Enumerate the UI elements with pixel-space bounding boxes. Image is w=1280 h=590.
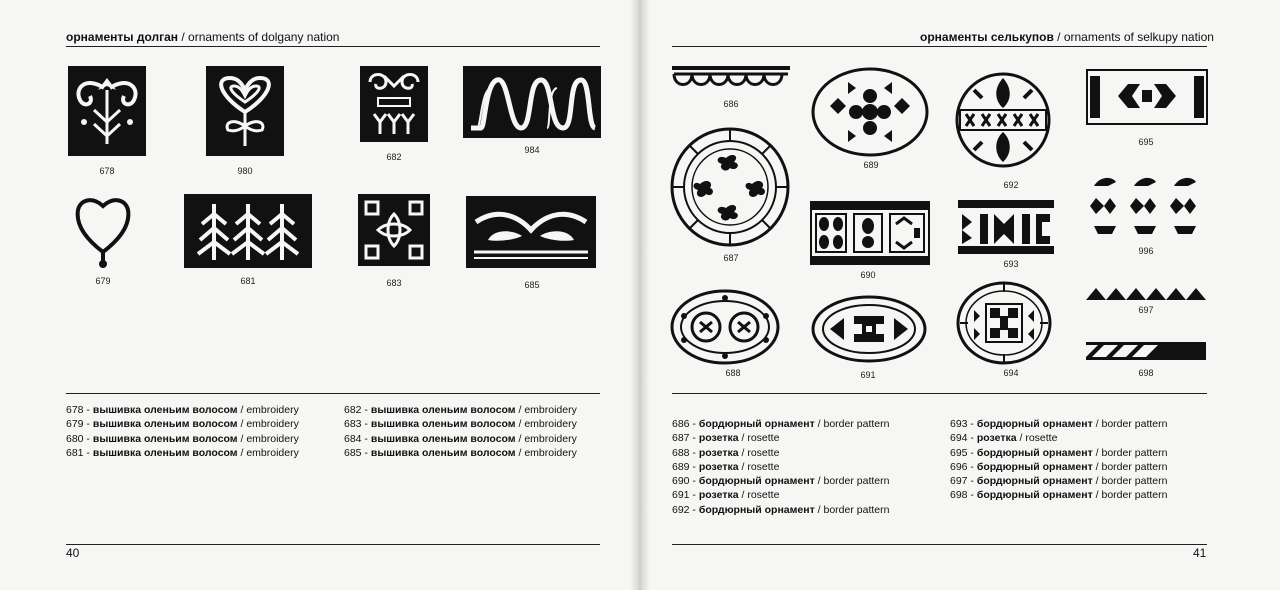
figure-number: 691	[860, 370, 876, 380]
left-header-russian: орнаменты долган	[66, 30, 179, 44]
ornament-692	[954, 66, 1052, 178]
page-number: 41	[1193, 546, 1207, 560]
caption-line: 691 - розетка / rosette	[672, 489, 780, 502]
page-number: 40	[66, 546, 80, 560]
caption-line: 693 - бордюрный орнамент / border pattern	[950, 418, 1168, 430]
caption-line: 686 - бордюрный орнамент / border pattern	[672, 418, 890, 430]
figure-number: 689	[863, 160, 879, 170]
ornament-697	[1086, 284, 1206, 300]
ornament-980	[206, 66, 284, 156]
caption-line: 678 - вышивка оленьим волосом / embroidery	[66, 404, 299, 416]
ornament-689	[810, 66, 930, 158]
ornament-683	[358, 194, 430, 266]
figure-number: 693	[1003, 259, 1019, 269]
figure-number: 688	[725, 368, 741, 378]
figure-number: 686	[723, 99, 739, 109]
figure-number: 692	[1003, 180, 1019, 190]
figure-number: 678	[99, 166, 115, 176]
caption-line: 696 - бордюрный орнамент / border pattern	[950, 460, 1168, 473]
left-page	[0, 0, 630, 590]
left-caption-rule	[66, 393, 600, 394]
ornament-685	[466, 196, 596, 268]
ornament-693	[958, 200, 1054, 254]
caption-line: 681 - вышивка оленьим волосом / embroidery	[66, 446, 299, 459]
figure-number: 690	[860, 270, 876, 280]
right-header-rule	[672, 46, 1207, 47]
ornament-688	[670, 288, 780, 366]
ornament-682	[360, 66, 428, 142]
ornament-695	[1086, 66, 1208, 128]
ornament-681	[184, 194, 312, 268]
caption-line: 679 - вышивка оленьим волосом / embroidery	[66, 418, 299, 431]
left-header-rule	[66, 46, 600, 47]
figure-number: 683	[386, 278, 402, 288]
figure-number: 681	[240, 276, 256, 286]
figure-number: 984	[524, 145, 540, 155]
ornament-996	[1086, 168, 1208, 238]
figure-number: 679	[95, 276, 111, 286]
caption-line: 692 - бордюрный орнамент / border pattern	[672, 503, 890, 516]
caption-line: 684 - вышивка оленьим волосом / embroidery	[344, 432, 577, 445]
ornament-698	[1086, 342, 1206, 360]
right-header-english: / ornaments of selkupy nation	[1053, 30, 1214, 44]
book-gutter	[630, 0, 650, 590]
ornament-984	[463, 66, 601, 138]
caption-line: 697 - бордюрный орнамент / border pattern	[950, 475, 1168, 488]
left-captions-col1	[66, 403, 299, 460]
caption-line: 689 - розетка / rosette	[672, 460, 780, 473]
ornament-686	[672, 66, 790, 96]
caption-line: 682 - вышивка оленьим волосом / embroidery	[344, 404, 577, 416]
right-caption-rule	[672, 393, 1207, 394]
caption-line: 690 - бордюрный орнамент / border pattern	[672, 475, 890, 488]
caption-line: 683 - вышивка оленьим волосом / embroidery	[344, 418, 577, 431]
figure-number: 687	[723, 253, 739, 263]
ornament-678	[68, 66, 146, 156]
ornament-691	[810, 294, 928, 364]
figure-number: 694	[1003, 368, 1019, 378]
ornament-679	[72, 192, 134, 270]
figure-number: 695	[1138, 137, 1154, 147]
figure-number: 682	[386, 152, 402, 162]
left-footer-rule	[66, 544, 600, 545]
right-page	[650, 0, 1280, 590]
right-footer-rule	[672, 544, 1207, 545]
right-header-russian: орнаменты селькупов	[920, 30, 1054, 44]
right-page-header	[920, 30, 1214, 44]
ornament-690	[810, 200, 930, 266]
caption-line: 688 - розетка / rosette	[672, 446, 780, 459]
left-header-english: / ornaments of dolgany nation	[178, 30, 340, 44]
ornament-694	[956, 280, 1052, 366]
caption-line: 685 - вышивка оленьим волосом / embroidery	[344, 446, 577, 459]
caption-line: 687 - розетка / rosette	[672, 432, 780, 445]
right-captions-col1	[672, 417, 889, 517]
figure-number: 685	[524, 280, 540, 290]
figure-number: 697	[1138, 305, 1154, 315]
caption-line: 694 - розетка / rosette	[950, 432, 1058, 445]
caption-line: 695 - бордюрный орнамент / border pattern	[950, 446, 1168, 459]
caption-line: 680 - вышивка оленьим волосом / embroidery	[66, 432, 299, 445]
caption-line: 698 - бордюрный орнамент / border pattern	[950, 489, 1168, 502]
left-page-header	[66, 30, 339, 44]
right-captions-col2	[950, 417, 1167, 503]
figure-number: 698	[1138, 368, 1154, 378]
figure-number: 980	[237, 166, 253, 176]
left-captions-col2	[344, 403, 577, 460]
figure-number: 996	[1138, 246, 1154, 256]
ornament-687	[670, 124, 790, 250]
